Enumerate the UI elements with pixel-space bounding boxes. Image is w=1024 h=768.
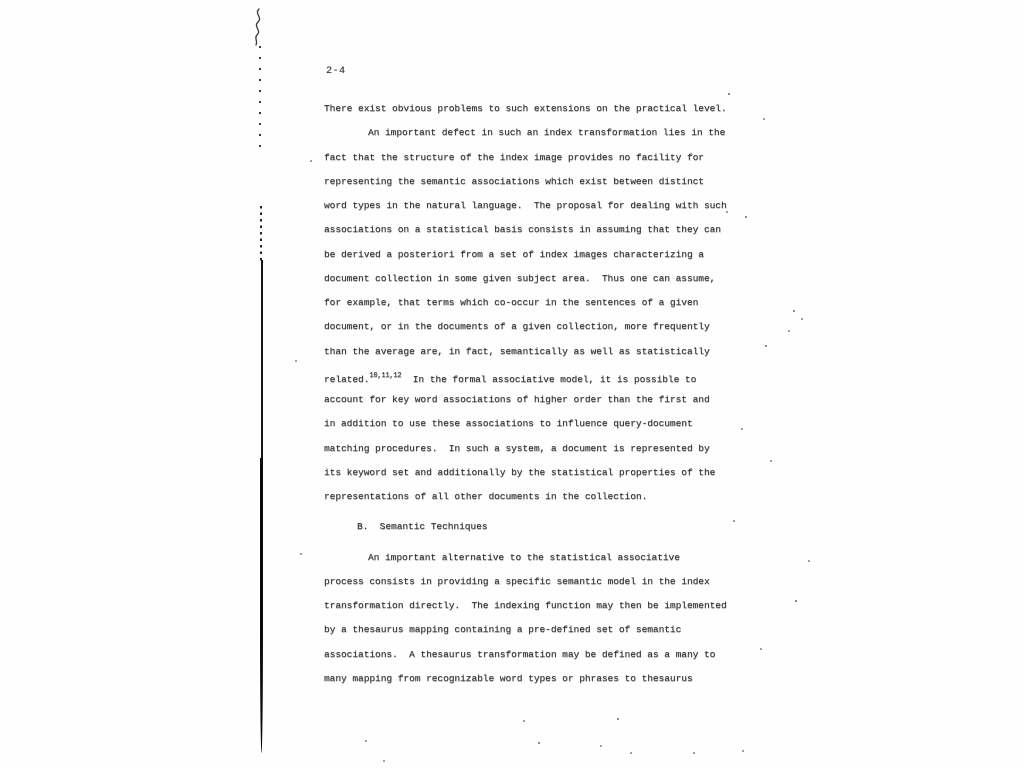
noise-speck — [523, 720, 525, 722]
noise-speck — [726, 211, 728, 213]
section-heading: B. Semantic Techniques — [357, 521, 488, 533]
text-line: account for key word associations of higher order than the first and — [324, 394, 710, 405]
noise-speck — [310, 160, 312, 162]
document-text-block — [324, 97, 744, 691]
text-line: in addition to use these associations to influence query-document — [324, 418, 693, 430]
noise-speck — [741, 428, 743, 430]
noise-speck — [617, 718, 619, 720]
text-line: matching procedures. In such a system, a document is represented by — [324, 442, 710, 454]
footnote-reference: 10,11,12 — [369, 371, 402, 380]
noise-speck — [728, 93, 730, 95]
text-line: An important defect in such an index transformation lies in the — [368, 127, 726, 139]
text-line: word types in the natural language. The proposal for dealing with such — [324, 200, 727, 211]
noise-speck — [745, 216, 747, 218]
noise-speck — [770, 460, 772, 462]
text-line: document, or in the documents of a given collection, more frequently — [324, 321, 710, 333]
noise-speck — [793, 310, 795, 312]
noise-speck — [365, 740, 367, 742]
text-line: document collection in some given subject area. Thus one can assume, — [324, 272, 716, 284]
text-line: representations of all other documents in the collection. — [324, 491, 648, 502]
noise-speck — [808, 560, 810, 562]
noise-speck — [788, 330, 790, 332]
text-line: than the average are, in fact, semantically as well as statistically — [324, 345, 710, 357]
text-line — [324, 364, 744, 388]
text-line: associations. A thesaurus transformation may be defined as a many to — [324, 648, 716, 660]
text-line: for example, that terms which co-occur in the sentences of a given — [324, 297, 699, 308]
text-segment: In the formal associative model, it is possible to — [401, 373, 697, 385]
noise-speck — [300, 553, 302, 555]
noise-speck — [760, 648, 762, 650]
binding-edge-line-thin — [261, 260, 263, 460]
text-line: An important alternative to the statistical associative — [368, 551, 680, 563]
noise-speck — [295, 360, 297, 362]
text-line: representing the semantic associations which exist between distinct — [324, 175, 704, 187]
pen-squiggle-mark — [250, 8, 266, 46]
noise-speck — [733, 520, 735, 522]
noise-speck — [693, 752, 695, 754]
noise-speck — [600, 745, 602, 747]
noise-speck — [765, 345, 767, 347]
page-number: 2-4 — [326, 66, 346, 77]
binding-edge-dotted-line-upper — [259, 46, 261, 150]
noise-speck — [538, 742, 540, 744]
noise-speck — [742, 750, 744, 752]
text-line: There exist obvious problems to such extensions on the practical level. — [324, 103, 727, 114]
text-line: process consists in providing a specific semantic model in the index — [324, 575, 710, 587]
text-line: associations on a statistical basis consists in assuming that they can — [324, 224, 721, 236]
noise-speck — [795, 600, 797, 602]
text-segment: related. — [324, 373, 370, 385]
noise-speck — [630, 752, 632, 754]
binding-edge-line-thick — [260, 458, 263, 753]
noise-speck — [801, 318, 803, 320]
text-line: be derived a posteriori from a set of index images characterizing a — [324, 248, 704, 260]
text-line: many mapping from recognizable word types or phrases to thesaurus — [324, 672, 693, 684]
text-line: its keyword set and additionally by the statistical properties of the — [324, 466, 716, 478]
binding-edge-dotted-line-lower — [260, 206, 262, 262]
text-line: fact that the structure of the index image provides no facility for — [324, 151, 704, 163]
noise-speck — [763, 118, 765, 120]
noise-speck — [383, 760, 385, 762]
text-line: by a thesaurus mapping containing a pre-defined set of semantic — [324, 624, 682, 636]
text-line: transformation directly. The indexing function may then be implemented — [324, 600, 727, 611]
